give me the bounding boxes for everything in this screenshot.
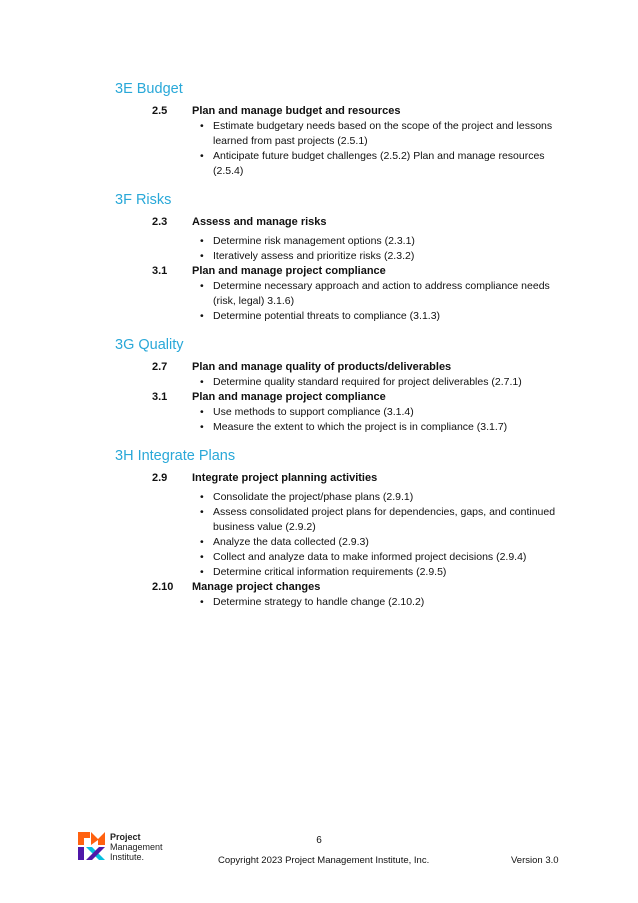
section bbox=[115, 80, 595, 179]
section bbox=[115, 336, 595, 435]
bullet-icon: • bbox=[200, 310, 204, 322]
bullet-text: Anticipate future budget challenges (2.5.2) Plan and manage resources (2.5.4) bbox=[213, 150, 545, 177]
bullet-icon: • bbox=[200, 235, 204, 247]
item-heading bbox=[152, 580, 595, 595]
section-title: 3H Integrate Plans bbox=[115, 448, 236, 464]
logo-line-1: Project bbox=[110, 832, 141, 842]
bullet-icon: • bbox=[200, 506, 204, 518]
item-number: 3.1 bbox=[152, 265, 168, 277]
bullet-list bbox=[200, 405, 595, 435]
bullet-item bbox=[200, 279, 595, 309]
item-number: 2.5 bbox=[152, 105, 168, 117]
section-title: 3G Quality bbox=[115, 337, 184, 353]
bullet-icon: • bbox=[200, 120, 204, 132]
bullet-icon: • bbox=[200, 150, 204, 162]
item-heading bbox=[152, 360, 595, 375]
bullet-text: Use methods to support compliance (3.1.4) bbox=[213, 406, 414, 418]
bullet-item bbox=[200, 149, 595, 179]
bullet-text: Determine critical information requirements (2.9.5) bbox=[213, 566, 447, 578]
section-title: 3E Budget bbox=[115, 81, 183, 97]
bullet-icon: • bbox=[200, 250, 204, 262]
document-content bbox=[115, 80, 595, 622]
bullet-text: Determine necessary approach and action to address compliance needs (risk, legal) 3.1.6) bbox=[213, 280, 550, 307]
item-number: 2.3 bbox=[152, 216, 168, 228]
item-heading bbox=[152, 264, 595, 279]
copyright-text: Copyright 2023 Project Management Institute, Inc. bbox=[218, 855, 430, 866]
item-title: Plan and manage project compliance bbox=[192, 391, 386, 403]
item-number: 2.7 bbox=[152, 361, 168, 373]
bullet-item bbox=[200, 565, 595, 580]
bullet-icon: • bbox=[200, 491, 204, 503]
item-number: 3.1 bbox=[152, 391, 168, 403]
bullet-icon: • bbox=[200, 376, 204, 388]
bullet-icon: • bbox=[200, 406, 204, 418]
bullet-icon: • bbox=[200, 536, 204, 548]
bullet-list bbox=[200, 375, 595, 390]
version-text: Version 3.0 bbox=[511, 855, 559, 866]
bullet-item bbox=[200, 119, 595, 149]
item-title: Plan and manage quality of products/deliverables bbox=[192, 361, 452, 373]
bullet-item bbox=[200, 550, 595, 565]
bullet-text: Consolidate the project/phase plans (2.9.1) bbox=[213, 491, 414, 503]
item-title: Manage project changes bbox=[192, 581, 321, 593]
bullet-text: Assess consolidated project plans for dependencies, gaps, and continued business value (2.9.2) bbox=[213, 506, 556, 533]
bullet-item bbox=[200, 309, 595, 324]
item-number: 2.10 bbox=[152, 581, 174, 593]
bullet-text: Estimate budgetary needs based on the scope of the project and lessons learned from past projects (2.5.1) bbox=[213, 120, 553, 147]
bullet-list bbox=[200, 595, 595, 610]
bullet-text: Determine quality standard required for project deliverables (2.7.1) bbox=[213, 376, 522, 388]
bullet-text: Analyze the data collected (2.9.3) bbox=[213, 536, 369, 548]
bullet-item bbox=[200, 375, 595, 390]
item-heading bbox=[152, 104, 595, 119]
bullet-text: Determine potential threats to compliance (3.1.3) bbox=[213, 310, 441, 322]
bullet-text: Iteratively assess and prioritize risks (2.3.2) bbox=[213, 250, 415, 262]
item-title: Assess and manage risks bbox=[192, 216, 327, 228]
bullet-item bbox=[200, 420, 595, 435]
item-number: 2.9 bbox=[152, 472, 168, 484]
bullet-item bbox=[200, 405, 595, 420]
bullet-icon: • bbox=[200, 280, 204, 292]
bullet-item bbox=[200, 234, 595, 249]
logo-line-2: Management bbox=[110, 842, 163, 852]
bullet-item bbox=[200, 505, 595, 535]
bullet-item bbox=[200, 490, 595, 505]
item-heading bbox=[152, 215, 595, 230]
item-title: Plan and manage project compliance bbox=[192, 265, 386, 277]
page-number: 6 bbox=[316, 835, 322, 846]
bullet-text: Determine risk management options (2.3.1) bbox=[213, 235, 415, 247]
item-heading bbox=[152, 390, 595, 405]
bullet-item bbox=[200, 249, 595, 264]
item-title: Plan and manage budget and resources bbox=[192, 105, 401, 117]
bullet-list bbox=[200, 119, 595, 179]
bullet-text: Determine strategy to handle change (2.10.2) bbox=[213, 596, 425, 608]
section-title: 3F Risks bbox=[115, 192, 172, 208]
bullet-list bbox=[200, 490, 595, 580]
bullet-item bbox=[200, 595, 595, 610]
section bbox=[115, 447, 595, 610]
bullet-list bbox=[200, 234, 595, 264]
item-title: Integrate project planning activities bbox=[192, 472, 378, 484]
bullet-icon: • bbox=[200, 421, 204, 433]
logo-line-3: Institute. bbox=[110, 852, 145, 862]
bullet-icon: • bbox=[200, 551, 204, 563]
bullet-item bbox=[200, 535, 595, 550]
bullet-icon: • bbox=[200, 596, 204, 608]
section bbox=[115, 191, 595, 324]
bullet-text: Measure the extent to which the project is in compliance (3.1.7) bbox=[213, 421, 508, 433]
bullet-list bbox=[200, 279, 595, 324]
bullet-text: Collect and analyze data to make informed project decisions (2.9.4) bbox=[213, 551, 527, 563]
bullet-icon: • bbox=[200, 566, 204, 578]
item-heading bbox=[152, 471, 595, 486]
